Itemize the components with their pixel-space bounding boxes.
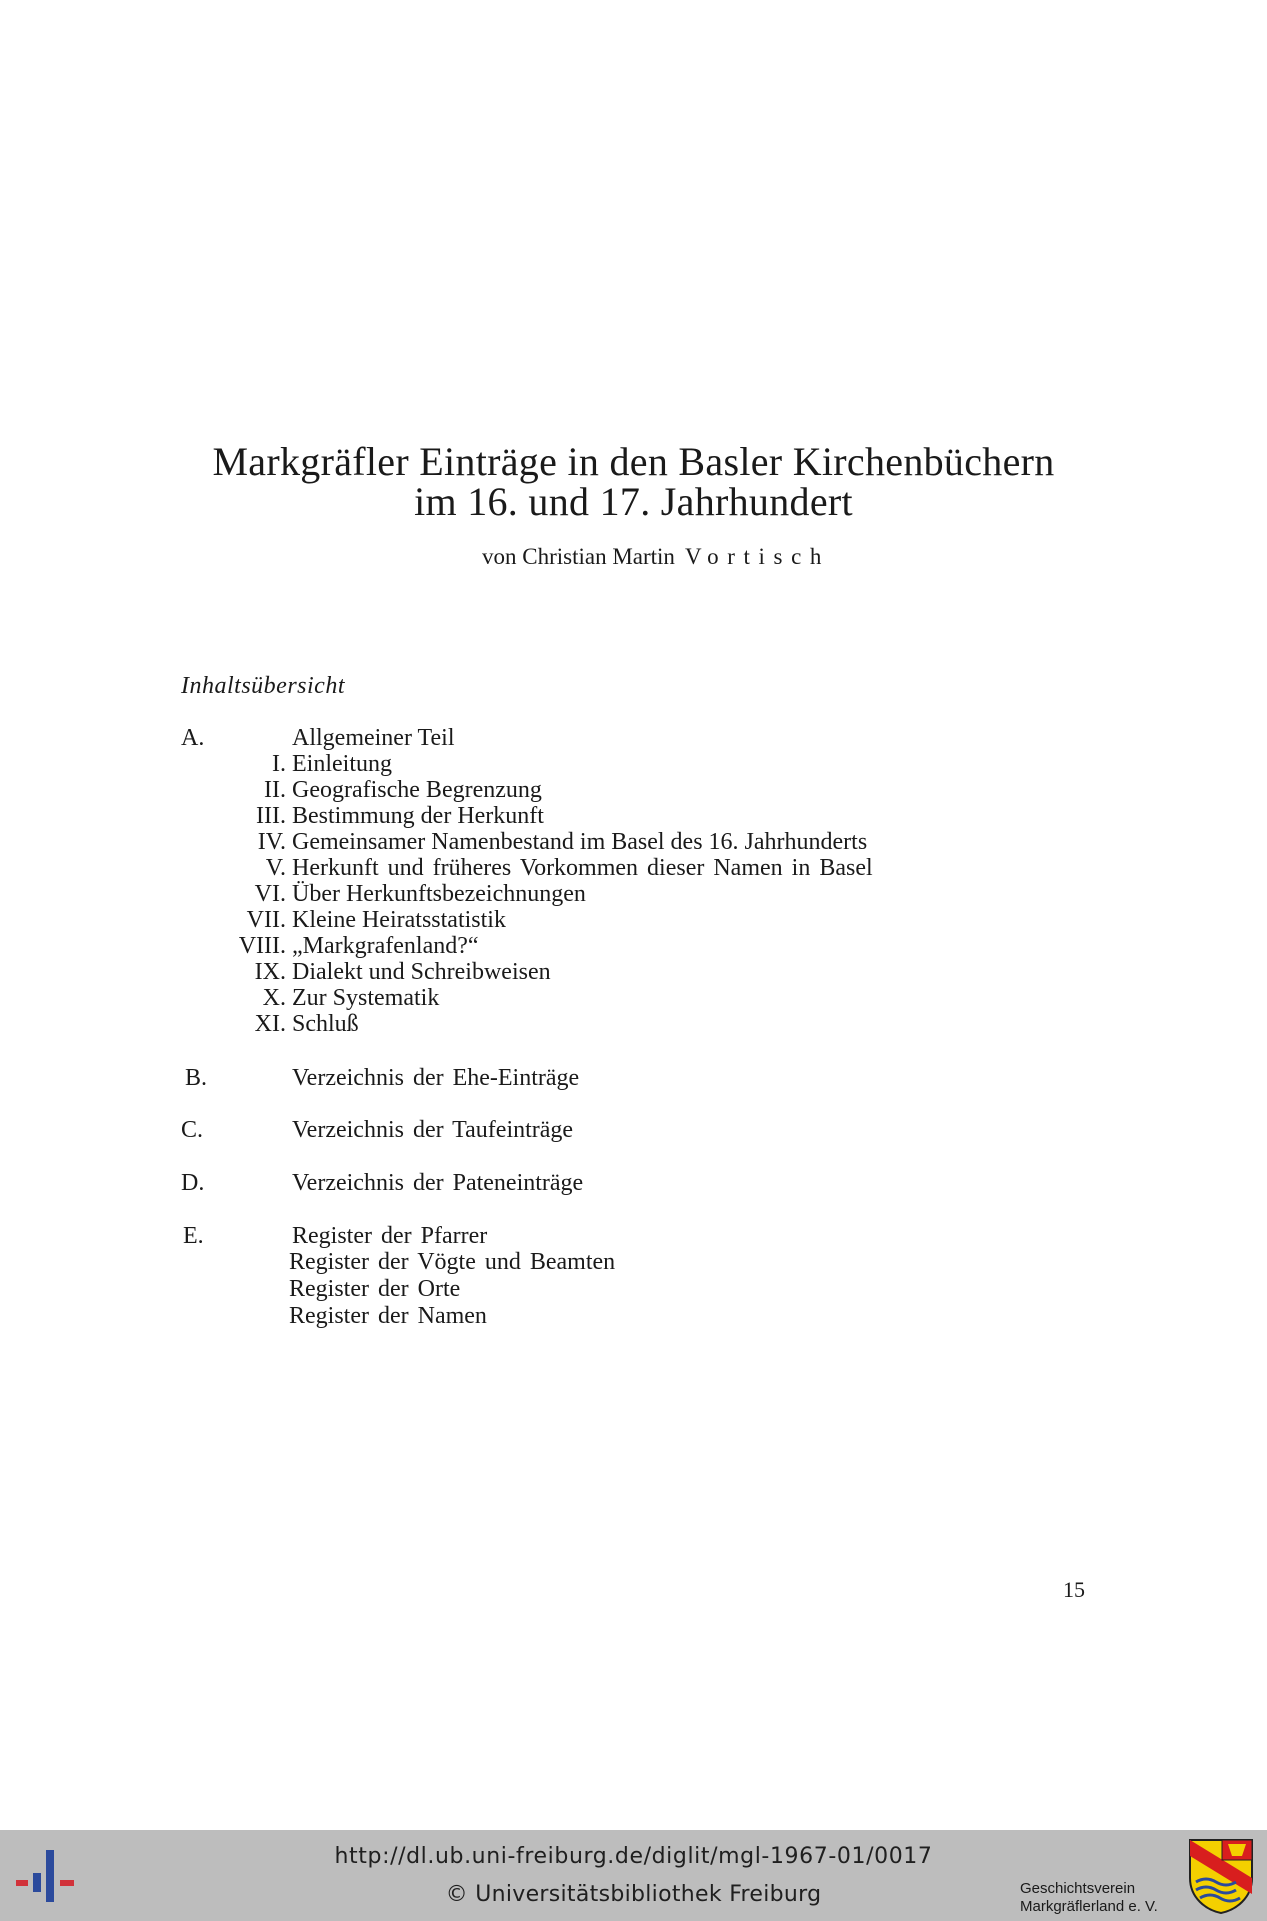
- toc-item-label: Kleine Heiratsstatistik: [292, 907, 506, 933]
- copyright-notice: © Universitätsbibliothek Freiburg: [445, 1882, 822, 1907]
- byline-prefix: von Christian Martin: [482, 544, 675, 569]
- toc-section-d: [0, 1170, 1267, 1196]
- toc-item-number: III.: [256, 803, 286, 829]
- toc-item-number: X.: [262, 985, 286, 1011]
- toc-item: [0, 855, 1267, 881]
- toc-item-label: „Markgrafenland?“: [292, 933, 479, 959]
- toc-item: [0, 777, 1267, 803]
- footer-bar: [0, 1830, 1267, 1921]
- toc-section-a: [0, 725, 1267, 751]
- toc-item-number: XI.: [254, 1011, 286, 1037]
- register-entry: Register der Pfarrer: [292, 1223, 488, 1249]
- article-title-line-2: im 16. und 17. Jahrhundert: [414, 479, 853, 524]
- toc-item: [0, 959, 1267, 985]
- author-byline: [482, 544, 830, 570]
- register-entry: Register der Orte: [289, 1276, 461, 1302]
- section-title: Verzeichnis der Pateneinträge: [292, 1170, 584, 1196]
- section-letter: B.: [185, 1065, 208, 1091]
- toc-item-number: II.: [264, 777, 286, 803]
- section-letter: D.: [181, 1170, 205, 1196]
- toc-item-number: IX.: [254, 959, 286, 985]
- section-title: Allgemeiner Teil: [292, 725, 455, 751]
- toc-item-label: Dialekt und Schreibweisen: [292, 959, 551, 985]
- society-name-line-1: Geschichtsverein: [1020, 1880, 1136, 1897]
- toc-item-label: Einleitung: [292, 751, 392, 777]
- toc-item-number: VII.: [246, 907, 286, 933]
- society-name-line-2: Markgräflerland e. V.: [1020, 1898, 1158, 1915]
- toc-item: [0, 751, 1267, 777]
- section-title: Verzeichnis der Ehe-Einträge: [292, 1065, 580, 1091]
- toc-item-number: VIII.: [238, 933, 286, 959]
- toc-section-e-entry: [0, 1249, 1267, 1275]
- toc-item-label: Gemeinsamer Namenbestand im Basel des 16. Jahrhunderts: [292, 829, 868, 855]
- toc-item-number: I.: [272, 751, 286, 777]
- toc-item-label: Über Herkunftsbezeichnungen: [292, 881, 586, 907]
- coat-of-arms-icon: [1188, 1838, 1254, 1914]
- toc-heading: Inhaltsübersicht: [181, 673, 345, 699]
- register-entry: Register der Namen: [289, 1303, 487, 1329]
- section-letter: C.: [181, 1117, 204, 1143]
- toc-item: [0, 907, 1267, 933]
- toc-item-label: Schluß: [292, 1011, 359, 1037]
- society-name: [1020, 1880, 1158, 1916]
- toc-item: [0, 803, 1267, 829]
- page-number: 15: [1063, 1577, 1085, 1602]
- author-surname: Vortisch: [684, 544, 830, 569]
- register-entry: Register der Vögte und Beamten: [289, 1249, 616, 1275]
- section-letter: A.: [181, 725, 205, 751]
- toc-item-label: Zur Systematik: [292, 985, 440, 1011]
- toc-item-number: VI.: [254, 881, 286, 907]
- toc-item: [0, 985, 1267, 1011]
- toc-item-label: Geografische Begrenzung: [292, 777, 542, 803]
- toc-section-b: [0, 1065, 1267, 1091]
- toc-section-e: [0, 1223, 1267, 1249]
- toc-item: [0, 1011, 1267, 1037]
- toc-section-c: [0, 1117, 1267, 1143]
- permalink-url[interactable]: http://dl.ub.uni-freiburg.de/diglit/mgl-1967-01/0017: [334, 1844, 933, 1869]
- toc-section-e-entry: [0, 1303, 1267, 1329]
- toc-item-number: IV.: [257, 829, 286, 855]
- toc-item-label: Bestimmung der Herkunft: [292, 803, 544, 829]
- toc-section-e-entry: [0, 1276, 1267, 1302]
- section-letter: E.: [183, 1223, 204, 1249]
- toc-item-number: V.: [265, 855, 286, 881]
- article-title-line-1: Markgräfler Einträge in den Basler Kirchenbüchern: [212, 439, 1055, 484]
- toc-item: [0, 881, 1267, 907]
- section-title: Verzeichnis der Taufeinträge: [292, 1117, 574, 1143]
- toc-item: [0, 829, 1267, 855]
- toc-item: [0, 933, 1267, 959]
- toc-item-label: Herkunft und früheres Vorkommen dieser Namen in Basel: [292, 855, 873, 881]
